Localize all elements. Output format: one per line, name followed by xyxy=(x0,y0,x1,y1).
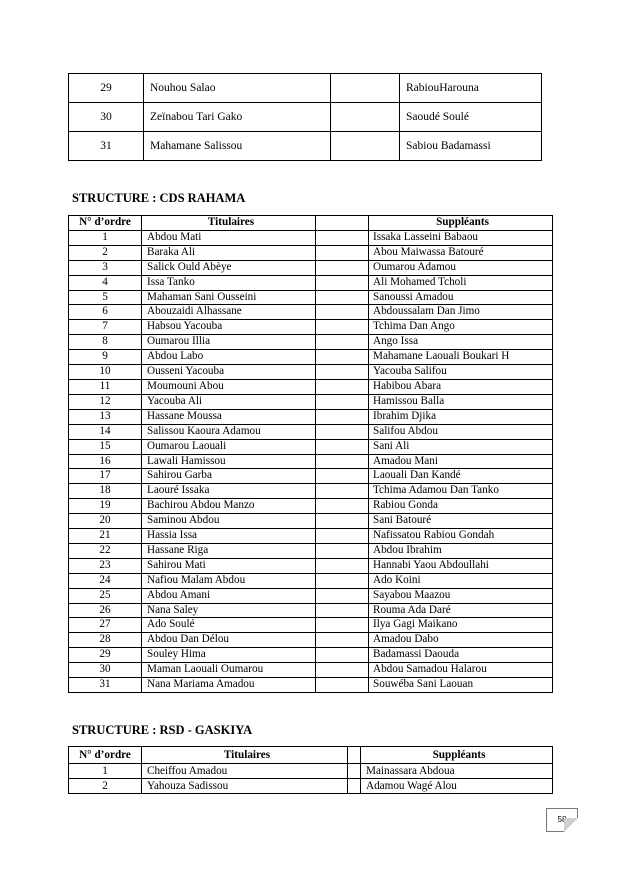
suppleant-cell: Mahamane Laouali Boukari H xyxy=(369,350,553,365)
empty-cell xyxy=(316,335,369,350)
suppleant-cell: Hamissou Balla xyxy=(369,394,553,409)
table-row xyxy=(69,543,553,558)
order-number-cell: 28 xyxy=(69,633,142,648)
suppleant-cell: Souwéba Sani Laouan xyxy=(369,678,553,693)
order-number-cell: 17 xyxy=(69,469,142,484)
order-number-cell: 24 xyxy=(69,573,142,588)
empty-cell xyxy=(348,764,361,779)
table-row xyxy=(69,469,553,484)
empty-cell xyxy=(316,409,369,424)
titulaire-cell: Habsou Yacouba xyxy=(142,320,316,335)
order-number-cell: 1 xyxy=(69,764,142,779)
page-number: 58 xyxy=(557,815,567,824)
suppleant-cell: Tchima Adamou Dan Tanko xyxy=(369,484,553,499)
suppleant-cell: Sanoussi Amadou xyxy=(369,290,553,305)
empty-cell xyxy=(316,439,369,454)
titulaire-cell: Zeïnabou Tari Gako xyxy=(144,103,331,132)
titulaire-cell: Yahouza Sadissou xyxy=(142,779,348,794)
titulaire-cell: Nouhou Salao xyxy=(144,74,331,103)
empty-cell xyxy=(316,260,369,275)
titulaire-cell: Abouzaidi Alhassane xyxy=(142,305,316,320)
suppleant-cell: Habibou Abara xyxy=(369,379,553,394)
order-number-cell: 30 xyxy=(69,103,144,132)
page-number-badge xyxy=(546,808,578,832)
suppleant-cell: Mainassara Abdoua xyxy=(361,764,553,779)
empty-cell xyxy=(316,365,369,380)
titulaire-cell: Nafiou Malam Abdou xyxy=(142,573,316,588)
structure-title-rahama: STRUCTURE : CDS RAHAMA xyxy=(72,191,246,205)
order-number-cell: 27 xyxy=(69,618,142,633)
suppleant-cell: Oumarou Adamou xyxy=(369,260,553,275)
gaskiya-table-body xyxy=(69,764,553,794)
table-row xyxy=(69,103,542,132)
titulaire-cell: Abdou Amani xyxy=(142,588,316,603)
titulaire-cell: Salick Ould Abèye xyxy=(142,260,316,275)
rahama-table-body xyxy=(69,230,553,692)
empty-cell xyxy=(316,290,369,305)
empty-cell xyxy=(316,633,369,648)
titulaire-cell: Baraka Ali xyxy=(142,245,316,260)
order-number-cell: 14 xyxy=(69,424,142,439)
empty-cell xyxy=(316,484,369,499)
titulaire-cell: Souley Hima xyxy=(142,648,316,663)
order-number-cell: 31 xyxy=(69,678,142,693)
suppleant-cell: Abdou Samadou Halarou xyxy=(369,663,553,678)
header-empty xyxy=(348,747,361,764)
table-row xyxy=(69,499,553,514)
titulaire-cell: Mahaman Sani Ousseini xyxy=(142,290,316,305)
suppleant-cell: Sani Batouré xyxy=(369,514,553,529)
titulaire-cell: Oumarou Laouali xyxy=(142,439,316,454)
titulaire-cell: Issa Tanko xyxy=(142,275,316,290)
empty-cell xyxy=(316,603,369,618)
suppleant-cell: Ali Mohamed Tcholi xyxy=(369,275,553,290)
titulaire-cell: Lawali Hamissou xyxy=(142,454,316,469)
order-number-cell: 2 xyxy=(69,245,142,260)
titulaire-cell: Oumarou Illia xyxy=(142,335,316,350)
table-row xyxy=(69,230,553,245)
suppleant-cell: Sani Ali xyxy=(369,439,553,454)
empty-cell xyxy=(316,558,369,573)
table-row xyxy=(69,529,553,544)
table-row xyxy=(69,514,553,529)
order-number-cell: 31 xyxy=(69,132,144,161)
order-number-cell: 1 xyxy=(69,230,142,245)
order-number-cell: 8 xyxy=(69,335,142,350)
continuation-table xyxy=(68,73,542,161)
order-number-cell: 26 xyxy=(69,603,142,618)
suppleant-cell: Rouma Ada Daré xyxy=(369,603,553,618)
order-number-cell: 6 xyxy=(69,305,142,320)
titulaire-cell: Hassane Riga xyxy=(142,543,316,558)
titulaire-cell: Yacouba Ali xyxy=(142,394,316,409)
suppleant-cell: Amadou Dabo xyxy=(369,633,553,648)
empty-cell xyxy=(316,245,369,260)
titulaire-cell: Hassia Issa xyxy=(142,529,316,544)
order-number-cell: 10 xyxy=(69,365,142,380)
suppleant-cell: Amadou Mani xyxy=(369,454,553,469)
table-row xyxy=(69,779,553,794)
rahama-header-row xyxy=(69,216,553,231)
empty-cell xyxy=(316,499,369,514)
empty-cell xyxy=(316,424,369,439)
order-number-cell: 13 xyxy=(69,409,142,424)
table-row xyxy=(69,663,553,678)
table-row xyxy=(69,275,553,290)
suppleant-cell: Issaka Lasseini Babaou xyxy=(369,230,553,245)
titulaire-cell: Sahirou Garba xyxy=(142,469,316,484)
titulaire-cell: Maman Laouali Oumarou xyxy=(142,663,316,678)
titulaire-cell: Abdou Labo xyxy=(142,350,316,365)
table-row xyxy=(69,678,553,693)
titulaire-cell: Moumouni Abou xyxy=(142,379,316,394)
table-row xyxy=(69,633,553,648)
order-number-cell: 18 xyxy=(69,484,142,499)
order-number-cell: 21 xyxy=(69,529,142,544)
table-row xyxy=(69,74,542,103)
empty-cell xyxy=(331,74,400,103)
suppleant-cell: Salifou Abdou xyxy=(369,424,553,439)
suppleant-cell: Ilya Gagi Maikano xyxy=(369,618,553,633)
order-number-cell: 5 xyxy=(69,290,142,305)
order-number-cell: 4 xyxy=(69,275,142,290)
order-number-cell: 3 xyxy=(69,260,142,275)
table-row xyxy=(69,132,542,161)
empty-cell xyxy=(316,543,369,558)
titulaire-cell: Laouré Issaka xyxy=(142,484,316,499)
table-row xyxy=(69,764,553,779)
table-row xyxy=(69,588,553,603)
suppleant-cell: Saoudé Soulé xyxy=(400,103,542,132)
empty-cell xyxy=(316,379,369,394)
order-number-cell: 25 xyxy=(69,588,142,603)
titulaire-cell: Nana Saley xyxy=(142,603,316,618)
suppleant-cell: Abdoussalam Dan Jimo xyxy=(369,305,553,320)
titulaire-cell: Bachirou Abdou Manzo xyxy=(142,499,316,514)
table-row xyxy=(69,424,553,439)
empty-cell xyxy=(316,678,369,693)
empty-cell xyxy=(316,529,369,544)
order-number-cell: 30 xyxy=(69,663,142,678)
table-row xyxy=(69,439,553,454)
order-number-cell: 29 xyxy=(69,648,142,663)
titulaire-cell: Ousseni Yacouba xyxy=(142,365,316,380)
suppleant-cell: Sabiou Badamassi xyxy=(400,132,542,161)
suppleant-cell: Sayabou Maazou xyxy=(369,588,553,603)
structure-title-gaskiya: STRUCTURE : RSD - GASKIYA xyxy=(72,723,253,737)
titulaire-cell: Abdou Dan Délou xyxy=(142,633,316,648)
titulaire-cell: Cheiffou Amadou xyxy=(142,764,348,779)
suppleant-cell: RabiouHarouna xyxy=(400,74,542,103)
empty-cell xyxy=(316,573,369,588)
order-number-cell: 15 xyxy=(69,439,142,454)
suppleant-cell: Nafissatou Rabiou Gondah xyxy=(369,529,553,544)
suppleant-cell: Badamassi Daouda xyxy=(369,648,553,663)
suppleant-cell: Ado Koini xyxy=(369,573,553,588)
gaskiya-header-row xyxy=(69,747,553,764)
titulaire-cell: Salissou Kaoura Adamou xyxy=(142,424,316,439)
order-number-cell: 2 xyxy=(69,779,142,794)
order-number-cell: 7 xyxy=(69,320,142,335)
continuation-table-body xyxy=(69,74,542,161)
table-row xyxy=(69,335,553,350)
empty-cell xyxy=(316,275,369,290)
table-row xyxy=(69,648,553,663)
empty-cell xyxy=(331,103,400,132)
table-row xyxy=(69,379,553,394)
order-number-cell: 16 xyxy=(69,454,142,469)
titulaire-cell: Nana Mariama Amadou xyxy=(142,678,316,693)
suppleant-cell: Rabiou Gonda xyxy=(369,499,553,514)
empty-cell xyxy=(331,132,400,161)
empty-cell xyxy=(316,305,369,320)
suppleant-cell: Laouali Dan Kandé xyxy=(369,469,553,484)
order-number-cell: 23 xyxy=(69,558,142,573)
empty-cell xyxy=(316,663,369,678)
suppleant-cell: Hannabi Yaou Abdoullahi xyxy=(369,558,553,573)
header-titulaires: Titulaires xyxy=(142,747,348,764)
table-row xyxy=(69,394,553,409)
table-row xyxy=(69,365,553,380)
rahama-table xyxy=(68,215,553,693)
titulaire-cell: Saminou Abdou xyxy=(142,514,316,529)
table-row xyxy=(69,484,553,499)
suppleant-cell: Yacouba Salifou xyxy=(369,365,553,380)
order-number-cell: 11 xyxy=(69,379,142,394)
table-row xyxy=(69,558,553,573)
page-corner-fold xyxy=(564,818,578,832)
table-row xyxy=(69,245,553,260)
empty-cell xyxy=(316,588,369,603)
empty-cell xyxy=(316,320,369,335)
empty-cell xyxy=(316,454,369,469)
order-number-cell: 22 xyxy=(69,543,142,558)
empty-cell xyxy=(348,779,361,794)
table-row xyxy=(69,573,553,588)
table-row xyxy=(69,409,553,424)
empty-cell xyxy=(316,350,369,365)
order-number-cell: 20 xyxy=(69,514,142,529)
titulaire-cell: Mahamane Salissou xyxy=(144,132,331,161)
table-row xyxy=(69,454,553,469)
order-number-cell: 19 xyxy=(69,499,142,514)
empty-cell xyxy=(316,618,369,633)
header-empty xyxy=(316,216,369,231)
suppleant-cell: Tchima Dan Ango xyxy=(369,320,553,335)
empty-cell xyxy=(316,230,369,245)
header-order: N° d’ordre xyxy=(69,216,142,231)
order-number-cell: 12 xyxy=(69,394,142,409)
order-number-cell: 9 xyxy=(69,350,142,365)
table-row xyxy=(69,290,553,305)
suppleant-cell: Adamou Wagé Alou xyxy=(361,779,553,794)
titulaire-cell: Sahirou Mati xyxy=(142,558,316,573)
header-suppleants: Suppléants xyxy=(369,216,553,231)
table-row xyxy=(69,350,553,365)
header-titulaires: Titulaires xyxy=(142,216,316,231)
table-row xyxy=(69,320,553,335)
table-row xyxy=(69,305,553,320)
empty-cell xyxy=(316,469,369,484)
suppleant-cell: Abou Maiwassa Batouré xyxy=(369,245,553,260)
suppleant-cell: Abdou Ibrahim xyxy=(369,543,553,558)
suppleant-cell: Ibrahim Djika xyxy=(369,409,553,424)
suppleant-cell: Ango Issa xyxy=(369,335,553,350)
empty-cell xyxy=(316,648,369,663)
table-row xyxy=(69,618,553,633)
table-row xyxy=(69,603,553,618)
titulaire-cell: Abdou Mati xyxy=(142,230,316,245)
titulaire-cell: Hassane Moussa xyxy=(142,409,316,424)
gaskiya-table xyxy=(68,746,553,794)
table-row xyxy=(69,260,553,275)
empty-cell xyxy=(316,394,369,409)
titulaire-cell: Ado Soulé xyxy=(142,618,316,633)
empty-cell xyxy=(316,514,369,529)
order-number-cell: 29 xyxy=(69,74,144,103)
header-suppleants: Suppléants xyxy=(361,747,553,764)
header-order: N° d’ordre xyxy=(69,747,142,764)
